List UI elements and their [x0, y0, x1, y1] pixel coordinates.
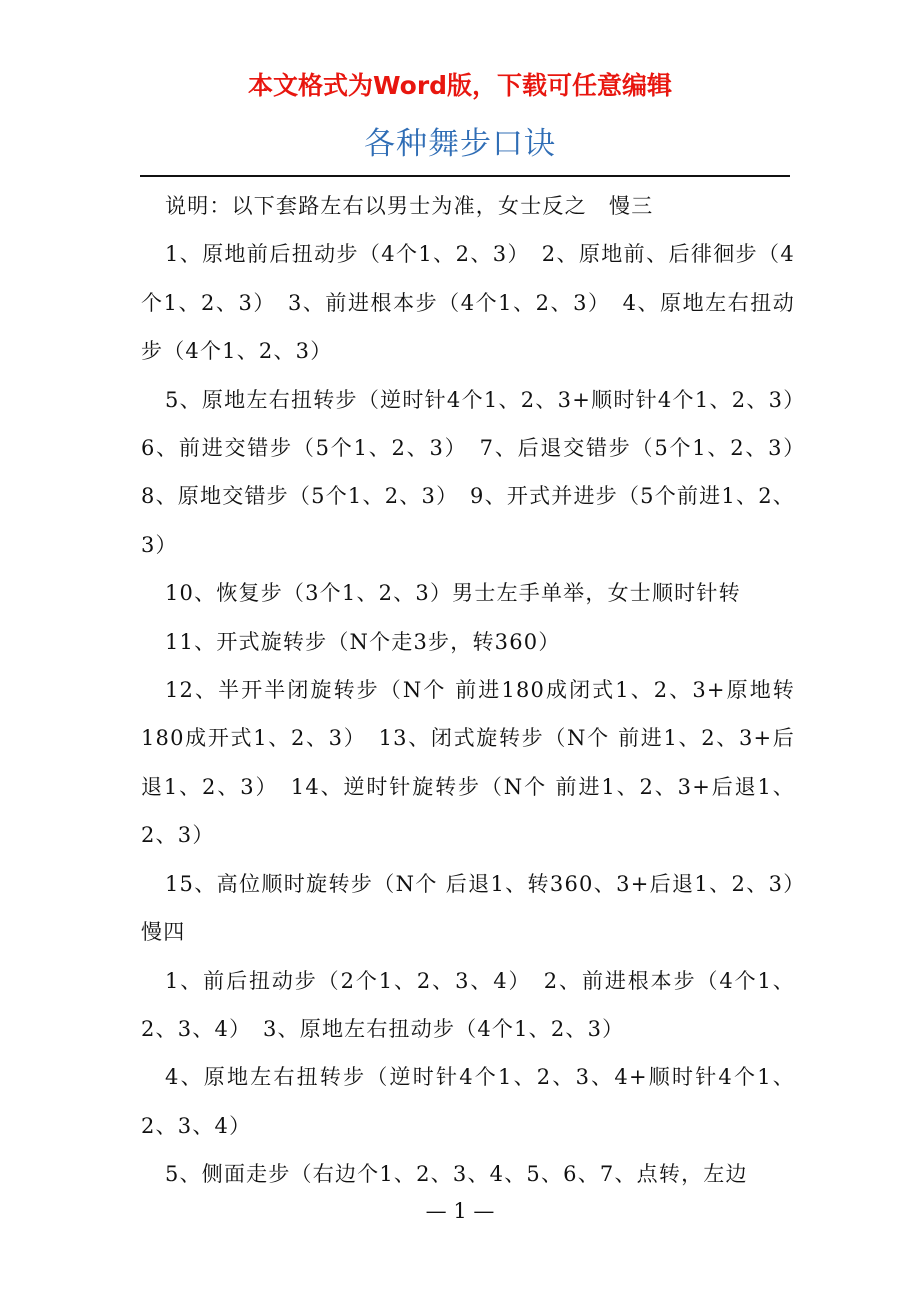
title-divider: [140, 175, 790, 177]
download-notice: 本文格式为Word版，下载可任意编辑: [247, 71, 673, 100]
paragraph: 11、开式旋转步（N个走3步，转360）: [165, 629, 561, 654]
document-body: [141, 182, 826, 1199]
document-title: 各种舞步口诀: [364, 126, 556, 162]
paragraph: 15、高位顺时旋转步（N个 后退1、转360、3+后退1、2、3） 慢四: [141, 871, 826, 945]
paragraph: 5、原地左右扭转步（逆时针4个1、2、3+顺时针4个1、2、3） 6、前进交错步（5个1、2、3） 7、后退交错步（5个1、2、3） 8、原地交错步（5个1、2、3） 9、开式并进步（5个前进1、2、3）: [141, 387, 818, 557]
paragraph: 4、原地左右扭转步（逆时针4个1、2、3、4+顺时针4个1、2、3、4）: [141, 1065, 795, 1138]
page-number: — 1 —: [425, 1199, 495, 1223]
paragraph: 10、恢复步（3个1、2、3）男士左手单举，女士顺时针转: [165, 581, 741, 606]
paragraph-intro: 说明：以下套路左右以男士为准，女士反之 慢三: [165, 194, 654, 218]
paragraph: 5、侧面走步（右边个1、2、3、4、5、6、7、点转，左边: [165, 1162, 748, 1187]
paragraph: 1、前后扭动步（2个1、2、3、4） 2、前进根本步（4个1、2、3、4） 3、原地左右扭动步（4个1、2、3）: [141, 968, 795, 1041]
paragraph: 12、半开半闭旋转步（N个 前进180成闭式1、2、3+原地转180成开式1、2、3） 13、闭式旋转步（N个 前进1、2、3+后退1、2、3） 14、逆时针旋转步（N个 前进1、2、3+后退1、2、3）: [141, 678, 795, 848]
paragraph: 1、原地前后扭动步（4个1、2、3） 2、原地前、后徘徊步（4个1、2、3） 3、前进根本步（4个1、2、3） 4、原地左右扭动步（4个1、2、3）: [141, 242, 795, 364]
